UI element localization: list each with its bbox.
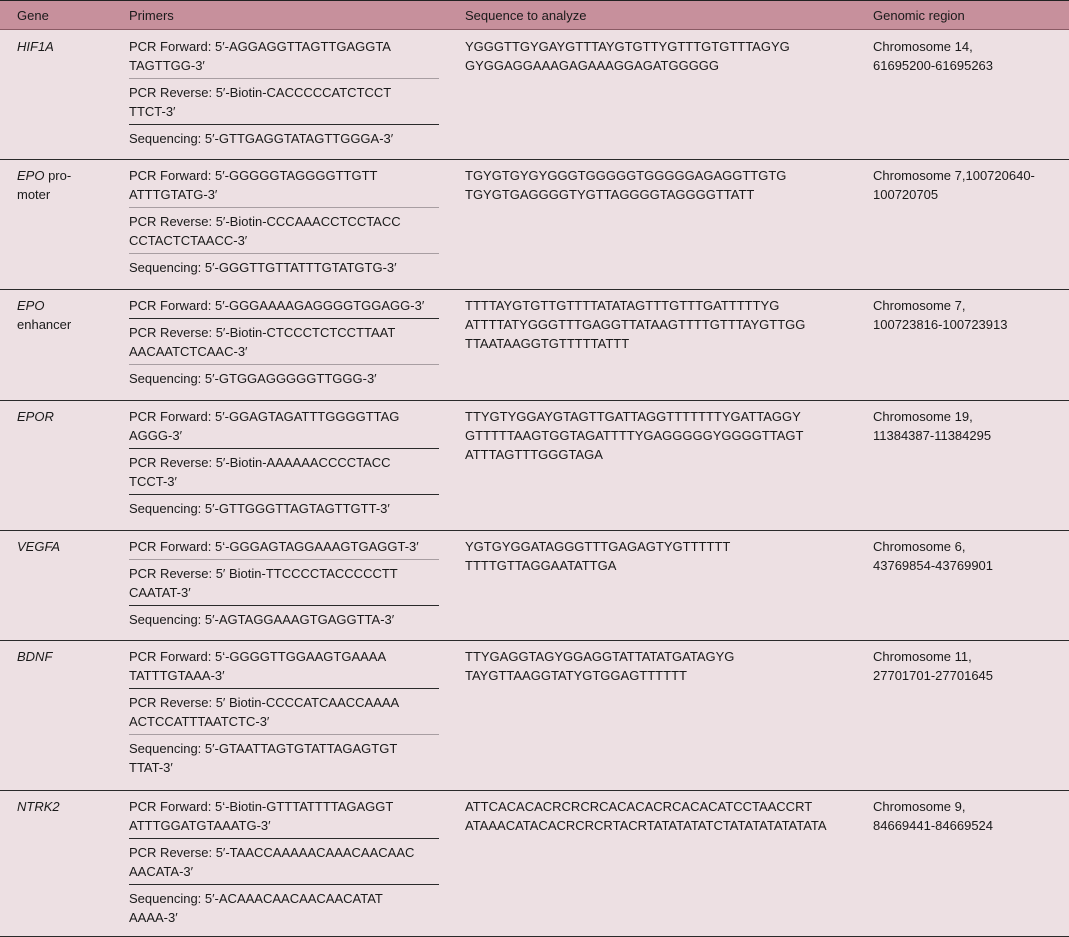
primer-divider bbox=[129, 448, 439, 449]
text-line: AGGG-3′ bbox=[129, 428, 183, 443]
primer-sequencing bbox=[129, 610, 439, 629]
text-line: CCTACTCTAACC-3′ bbox=[129, 233, 248, 248]
text-line: TAYGTTAAGGTATYGTGGAGTTTTTT bbox=[465, 668, 687, 683]
primer-forward bbox=[129, 647, 439, 685]
gene-suffix: enhancer bbox=[17, 317, 72, 332]
primer-reverse bbox=[129, 323, 439, 361]
primer-forward bbox=[129, 537, 439, 556]
text-line: PCR Reverse: 5′ Biotin-CCCCATCAACCAAAA bbox=[129, 695, 400, 710]
table-row bbox=[0, 30, 1069, 159]
gene-cell bbox=[17, 166, 71, 204]
table-row bbox=[0, 530, 1069, 640]
text-line: BDNF bbox=[17, 649, 53, 664]
text-line: ATAAACATACACRCRCRTACRTATATATATCTATATATATATATA bbox=[465, 818, 827, 833]
region-cell bbox=[873, 797, 1063, 835]
primer-reverse bbox=[129, 564, 439, 602]
text-line: Sequencing: 5′-GTAATTAGTGTATTAGAGTGT bbox=[129, 741, 398, 756]
text-line: ATTTGTATG-3′ bbox=[129, 187, 218, 202]
text-line: 43769854-43769901 bbox=[873, 558, 994, 573]
primer-sequencing bbox=[129, 889, 439, 927]
sequence-cell bbox=[465, 407, 855, 464]
primer-divider bbox=[129, 78, 439, 79]
text-line: ATTCACACACRCRCRCACACACRCACACATCCTAACCRT bbox=[465, 799, 813, 814]
primer-reverse bbox=[129, 212, 439, 250]
text-line: TTAT-3′ bbox=[129, 760, 173, 775]
header-region: Genomic region bbox=[873, 8, 965, 23]
gene-cell bbox=[17, 37, 54, 56]
text-line: PCR Forward: 5′-GGGAAAAGAGGGGTGGAGG-3′ bbox=[129, 298, 425, 313]
primer-divider bbox=[129, 605, 439, 606]
text-line: Sequencing: 5′-ACAAACAACAACAACATAT bbox=[129, 891, 383, 906]
table-row bbox=[0, 159, 1069, 289]
gene-cell bbox=[17, 537, 60, 556]
text-line: Chromosome 9, bbox=[873, 799, 966, 814]
text-line: EPOR bbox=[17, 409, 54, 424]
text-line: VEGFA bbox=[17, 539, 61, 554]
primer-sequencing bbox=[129, 129, 439, 148]
primer-divider bbox=[129, 838, 439, 839]
primer-divider bbox=[129, 207, 439, 208]
sequence-cell bbox=[465, 797, 855, 835]
text-line: PCR Reverse: 5′-TAACCAAAAACAAACAACAAC bbox=[129, 845, 415, 860]
text-line: PCR Forward: 5‘-GGGGTTGGAAGTGAAAA bbox=[129, 649, 387, 664]
primer-forward bbox=[129, 296, 439, 315]
region-cell bbox=[873, 647, 1063, 685]
text-line: Chromosome 6, bbox=[873, 539, 966, 554]
text-line: 100723816-100723913 bbox=[873, 317, 1008, 332]
primer-reverse bbox=[129, 693, 439, 731]
header-sequence: Sequence to analyze bbox=[465, 8, 587, 23]
sequence-cell bbox=[465, 296, 855, 353]
text-line: TTTTAYGTGTTGTTTTATATAGTTTGTTTGATTTTTYG bbox=[465, 298, 780, 313]
text-line: 84669441-84669524 bbox=[873, 818, 994, 833]
sequence-cell bbox=[465, 37, 855, 75]
text-line: PCR Reverse: 5′-Biotin-CTCCCTCTCCTTAAT bbox=[129, 325, 396, 340]
gene-cell bbox=[17, 296, 71, 334]
region-cell bbox=[873, 166, 1063, 204]
text-line: TTAATAAGGTGTTTTTATTT bbox=[465, 336, 630, 351]
text-line: TGYGTGAGGGGTYGTTAGGGGTAGGGGTTATT bbox=[465, 187, 755, 202]
text-line: Chromosome 7, bbox=[873, 298, 966, 313]
text-line: TATTTGTAAA-3′ bbox=[129, 668, 225, 683]
text-line: TAGTTGG-3′ bbox=[129, 58, 205, 73]
primer-divider bbox=[129, 318, 439, 319]
text-line: 11384387-11384295 bbox=[873, 428, 992, 443]
text-line: Sequencing: 5′-GTGGAGGGGGTTGGG-3′ bbox=[129, 371, 377, 386]
primer-sequencing bbox=[129, 739, 439, 777]
primer-reverse bbox=[129, 843, 439, 881]
primer-sequencing bbox=[129, 499, 439, 518]
text-line: PCR Forward: 5‘-Biotin-GTTTATTTTAGAGGT bbox=[129, 799, 394, 814]
text-line: AACAATCTCAAC-3′ bbox=[129, 344, 248, 359]
primer-divider bbox=[129, 688, 439, 689]
text-line: 27701701-27701645 bbox=[873, 668, 994, 683]
text-line: Sequencing: 5′-AGTAGGAAAGTGAGGTTA-3′ bbox=[129, 612, 395, 627]
sequence-cell bbox=[465, 166, 855, 204]
gene-cell bbox=[17, 647, 52, 666]
table-header bbox=[0, 0, 1069, 30]
text-line: PCR Forward: 5′-GGGGGTAGGGGTTGTT bbox=[129, 168, 378, 183]
text-line: CAATAT-3′ bbox=[129, 585, 191, 600]
primer-forward bbox=[129, 797, 439, 835]
text-line: AAAA-3′ bbox=[129, 910, 178, 925]
table-row bbox=[0, 400, 1069, 530]
table-row bbox=[0, 640, 1069, 790]
text-line: PCR Reverse: 5′-Biotin-CCCAAACCTCCTACC bbox=[129, 214, 401, 229]
text-line: Sequencing: 5′-GTTGAGGTATAGTTGGGA-3′ bbox=[129, 131, 394, 146]
region-cell bbox=[873, 37, 1063, 75]
text-line: Sequencing: 5′-GTTGGGTTAGTAGTTGTT-3′ bbox=[129, 501, 390, 516]
region-cell bbox=[873, 407, 1063, 445]
text-line: ACTCCATTTAATCTC-3′ bbox=[129, 714, 270, 729]
table-row bbox=[0, 289, 1069, 400]
text-line: PCR Reverse: 5′ Biotin-TTCCCCTACCCCCTT bbox=[129, 566, 398, 581]
text-line: PCR Forward: 5′-GGAGTAGATTTGGGGTTAG bbox=[129, 409, 400, 424]
gene-suffix: pro- bbox=[44, 168, 72, 183]
header-primers: Primers bbox=[129, 8, 174, 23]
text-line: TTCT-3′ bbox=[129, 104, 176, 119]
text-line: ATTTTATYGGGTTTGAGGTTATAAGTTTTGTTTAYGTTGG bbox=[465, 317, 806, 332]
text-line: YGGGTTGYGAYGTTTAYGTGTTYGTTTGTGTTTAGYG bbox=[465, 39, 790, 54]
primer-divider bbox=[129, 559, 439, 560]
primer-forward bbox=[129, 166, 439, 204]
text-line: AACATA-3′ bbox=[129, 864, 194, 879]
region-cell bbox=[873, 296, 1063, 334]
primer-divider bbox=[129, 253, 439, 254]
primer-reverse bbox=[129, 83, 439, 121]
text-line: PCR Reverse: 5′-Biotin-AAAAAACCCCTACC bbox=[129, 455, 391, 470]
text-line: ATTTGGATGTAAATG-3′ bbox=[129, 818, 271, 833]
text-line: PCR Forward: 5′-AGGAGGTTAGTTGAGGTA bbox=[129, 39, 391, 54]
sequence-cell bbox=[465, 647, 855, 685]
text-line: GTTTTTAAGTGGTAGATTTTYGAGGGGGYGGGGTTAGT bbox=[465, 428, 804, 443]
text-line: Sequencing: 5′-GGGTTGTTATTTGTATGTG-3′ bbox=[129, 260, 397, 275]
text-line: YGTGYGGATAGGGTTTGAGAGTYGTTTTTT bbox=[465, 539, 731, 554]
table-row bbox=[0, 790, 1069, 936]
text-line: Chromosome 14, bbox=[873, 39, 973, 54]
primer-reverse bbox=[129, 453, 439, 491]
header-gene: Gene bbox=[17, 8, 49, 23]
gene-suffix: moter bbox=[17, 187, 51, 202]
text-line: Chromosome 19, bbox=[873, 409, 973, 424]
gene-name: EPO bbox=[17, 168, 45, 183]
primer-divider bbox=[129, 494, 439, 495]
text-line: PCR Reverse: 5′-Biotin-CACCCCCATCTCCT bbox=[129, 85, 392, 100]
gene-name: EPO bbox=[17, 298, 45, 313]
text-line: Chromosome 11, bbox=[873, 649, 972, 664]
primer-sequencing bbox=[129, 258, 439, 277]
primer-divider bbox=[129, 124, 439, 125]
primer-forward bbox=[129, 407, 439, 445]
sequence-cell bbox=[465, 537, 855, 575]
text-line: TTTTGTTAGGAATATTGA bbox=[465, 558, 617, 573]
text-line: GYGGAGGAAAGAGAAAGGAGATGGGGG bbox=[465, 58, 720, 73]
text-line: ATTTAGTTTGGGTAGA bbox=[465, 447, 603, 462]
text-line: TTYGAGGTAGYGGAGGTATTATATGATAGYG bbox=[465, 649, 735, 664]
text-line: Chromosome 7,100720640- bbox=[873, 168, 1035, 183]
text-line: TGYGTGYGYGGGTGGGGGTGGGGGAGAGGTTGTG bbox=[465, 168, 787, 183]
primer-divider bbox=[129, 884, 439, 885]
text-line: HIF1A bbox=[17, 39, 54, 54]
primer-sequencing bbox=[129, 369, 439, 388]
text-line: TTYGTYGGAYGTAGTTGATTAGGTTTTTTTYGATTAGGY bbox=[465, 409, 801, 424]
text-line: PCR Forward: 5‘-GGGAGTAGGAAAGTGAGGT-3′ bbox=[129, 539, 419, 554]
primer-forward bbox=[129, 37, 439, 75]
text-line: NTRK2 bbox=[17, 799, 60, 814]
gene-cell bbox=[17, 797, 60, 816]
text-line: 100720705 bbox=[873, 187, 939, 202]
text-line: TCCT-3′ bbox=[129, 474, 177, 489]
region-cell bbox=[873, 537, 1063, 575]
primer-divider bbox=[129, 734, 439, 735]
text-line: 61695200-61695263 bbox=[873, 58, 994, 73]
primer-divider bbox=[129, 364, 439, 365]
gene-cell bbox=[17, 407, 54, 426]
